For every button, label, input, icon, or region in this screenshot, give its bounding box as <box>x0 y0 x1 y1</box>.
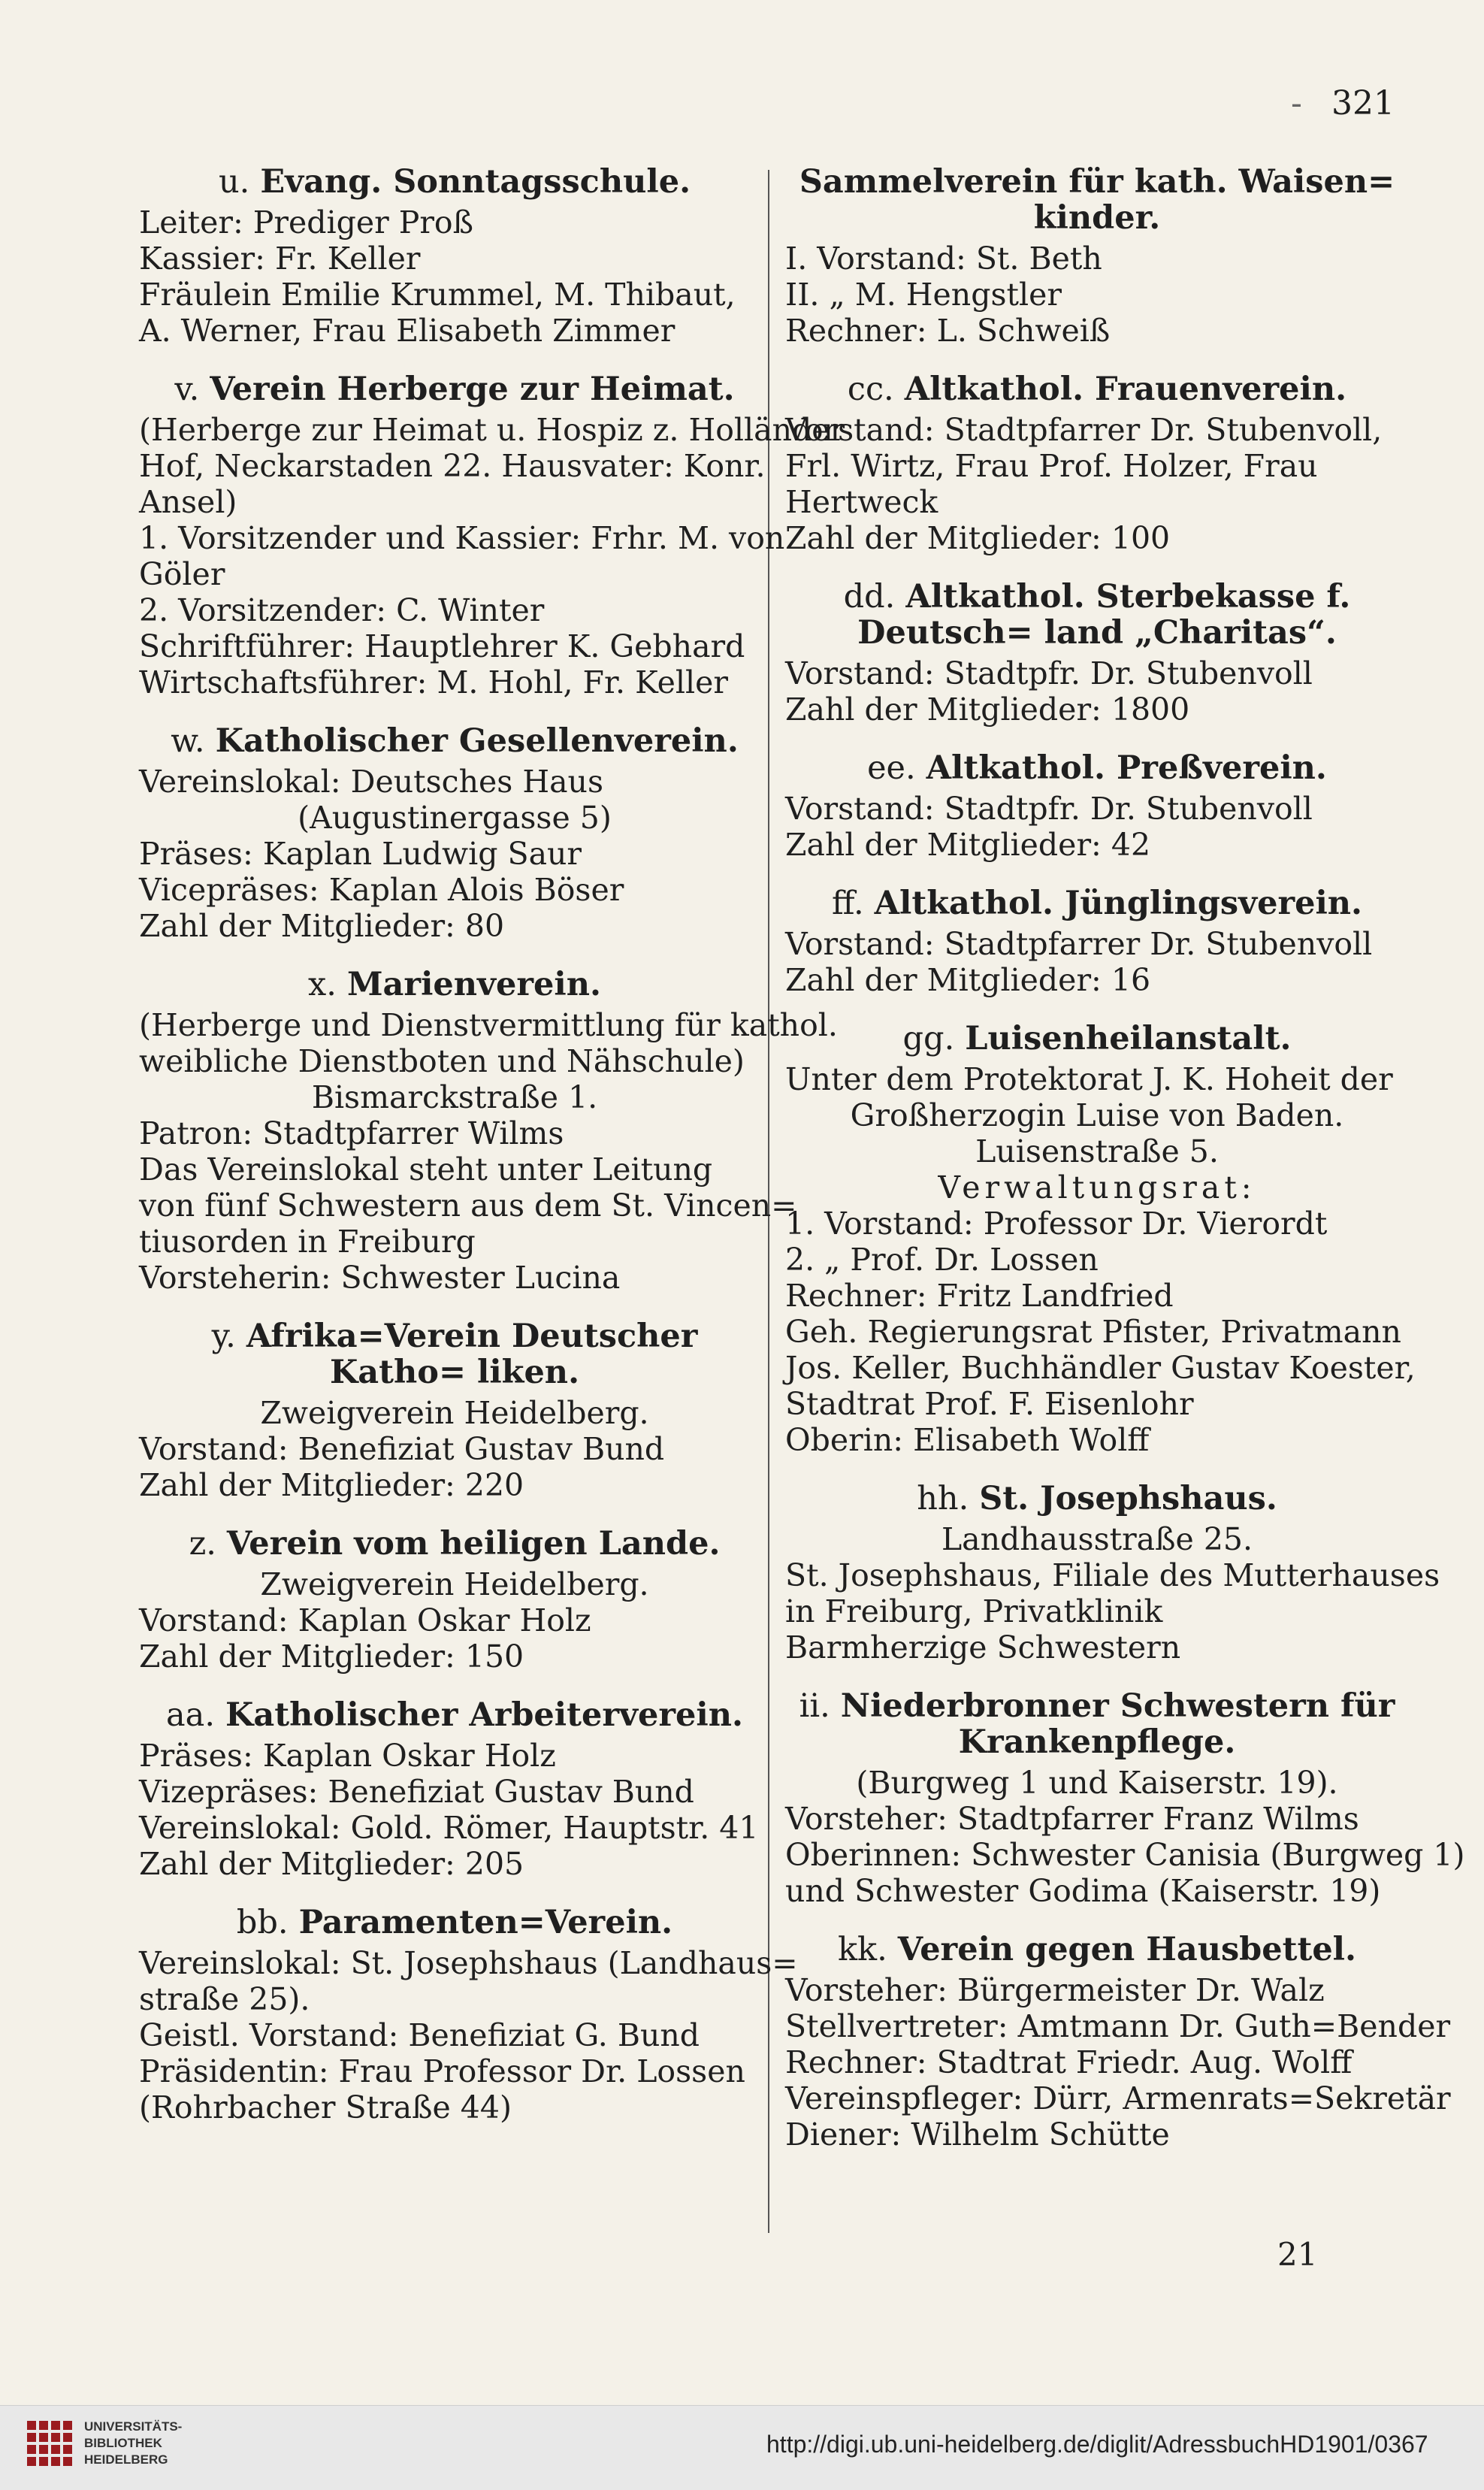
directory-entry <box>785 1931 1451 2153</box>
source-url-link[interactable]: http://digi.ub.uni-heidelberg.de/diglit/AdressbuchHD1901/0367 <box>766 2431 1428 2458</box>
entry-line: Unter dem Protektorat J. K. Hoheit der <box>785 1061 1393 1097</box>
entry-line: Barmherzige Schwestern <box>785 1629 1181 1666</box>
entry-line: Vereinslokal: St. Josephshaus (Landhaus= <box>139 1945 798 1981</box>
directory-entry <box>139 966 838 1296</box>
library-name <box>84 2419 182 2468</box>
entry-line: Jos. Keller, Buchhändler Gustav Koester, <box>785 1350 1416 1386</box>
entry-letter: cc. <box>847 371 894 408</box>
entry-line: Vereinslokal: Gold. Römer, Hauptstr. 41 <box>139 1810 759 1846</box>
directory-entry <box>785 1480 1440 1666</box>
entry-line: Zahl der Mitglieder: 150 <box>139 1638 524 1675</box>
entry-heading <box>785 164 1409 236</box>
entry-line: Vorsteher: Bürgermeister Dr. Walz <box>785 1972 1325 2008</box>
directory-entry <box>785 1687 1465 1909</box>
entry-line: Zahl der Mitglieder: 100 <box>785 520 1171 556</box>
entry-line: Großherzogin Luise von Baden. <box>850 1097 1344 1133</box>
entry-line: Zweigverein Heidelberg. <box>260 1395 649 1431</box>
entry-line: Vizepräses: Benefiziat Gustav Bund <box>139 1774 694 1810</box>
entry-line: von fünf Schwestern aus dem St. Vincen= <box>139 1188 797 1224</box>
entry-heading <box>785 1688 1409 1760</box>
directory-entry <box>785 371 1409 556</box>
entry-line: Zweigverein Heidelberg. <box>260 1566 649 1602</box>
entry-line: Vorstand: Benefiziat Gustav Bund <box>139 1431 665 1467</box>
entry-line: Vorstand: Stadtpfarrer Dr. Stubenvoll, <box>785 412 1383 448</box>
entry-line: St. Josephshaus, Filiale des Mutterhauses <box>785 1557 1440 1593</box>
entry-line: I. Vorstand: St. Beth <box>785 241 1102 277</box>
entry-heading <box>139 1905 770 1941</box>
entry-line: Zahl der Mitglieder: 1800 <box>785 691 1190 728</box>
directory-entry <box>139 1318 770 1503</box>
entry-title: Verein Herberge zur Heimat. <box>210 371 735 408</box>
entry-line: Rechner: Fritz Landfried <box>785 1278 1174 1314</box>
entry-line: Vereinspfleger: Dürr, Armenrats=Sekretär <box>785 2080 1451 2116</box>
right-column <box>785 163 1465 2175</box>
entry-line: straße 25). <box>139 1981 310 2017</box>
entry-line: Geistl. Vorstand: Benefiziat G. Bund <box>139 2017 700 2053</box>
entry-line: Stellvertreter: Amtmann Dr. Guth=Bender <box>785 2008 1451 2044</box>
entry-line: Vorsteher: Stadtpfarrer Franz Wilms <box>785 1801 1359 1837</box>
entry-line: Luisenstraße 5. <box>975 1133 1219 1169</box>
entry-line: Präsidentin: Frau Professor Dr. Lossen <box>139 2053 745 2089</box>
entry-letter: y. <box>211 1318 236 1355</box>
entry-line: Rechner: L. Schweiß <box>785 313 1111 349</box>
entry-heading <box>139 723 770 759</box>
entry-line: Landhausstraße 25. <box>941 1521 1253 1557</box>
entry-line: (Herberge und Dienstvermittlung für kathol. <box>139 1007 838 1043</box>
entry-title: Luisenheilanstalt. <box>965 1020 1292 1057</box>
entry-line: Hof, Neckarstaden 22. Hausvater: Konr. <box>139 448 766 484</box>
entry-heading <box>139 1318 770 1390</box>
library-name-line: HEIDELBERG <box>84 2452 168 2467</box>
entry-line: Zahl der Mitglieder: 220 <box>139 1467 524 1503</box>
entry-line: Zahl der Mitglieder: 205 <box>139 1846 524 1882</box>
entry-letter: w. <box>171 722 205 760</box>
entry-heading <box>139 1526 770 1562</box>
footer-page-number: 21 <box>1277 2236 1318 2273</box>
entry-line: Stadtrat Prof. F. Eisenlohr <box>785 1386 1194 1422</box>
entry-line: Vorstand: Stadtpfarrer Dr. Stubenvoll <box>785 926 1373 962</box>
directory-entry <box>785 885 1409 998</box>
entry-letter: ee. <box>867 749 916 787</box>
entry-heading <box>785 1932 1409 1968</box>
entry-line: Bismarckstraße 1. <box>311 1079 598 1115</box>
entry-line: tiusorden in Freiburg <box>139 1224 476 1260</box>
entry-line: Vorstand: Stadtpfr. Dr. Stubenvoll <box>785 655 1313 691</box>
entry-line: Oberin: Elisabeth Wolff <box>785 1422 1150 1458</box>
entry-heading <box>785 371 1409 407</box>
entry-line: Zahl der Mitglieder: 16 <box>785 962 1151 998</box>
directory-entry <box>139 164 770 349</box>
entry-heading <box>139 164 770 200</box>
entry-heading <box>785 1481 1409 1517</box>
entry-letter: kk. <box>838 1931 887 1968</box>
page-dash: - <box>1291 84 1302 123</box>
directory-entry <box>139 1697 770 1882</box>
entry-heading <box>785 1021 1409 1057</box>
entry-letter: dd. <box>843 578 896 616</box>
entry-line: Wirtschaftsführer: M. Hohl, Fr. Keller <box>139 664 729 700</box>
entry-line: Vorstand: Stadtpfr. Dr. Stubenvoll <box>785 791 1313 827</box>
entry-line: und Schwester Godima (Kaiserstr. 19) <box>785 1873 1381 1909</box>
entry-line: Kassier: Fr. Keller <box>139 241 421 277</box>
entry-title: Altkathol. Jünglingsverein. <box>874 885 1363 922</box>
entry-letter: ff. <box>831 885 864 922</box>
entry-letter: z. <box>189 1525 216 1563</box>
directory-entry <box>785 750 1409 863</box>
directory-entry <box>139 1526 770 1675</box>
entry-title: Evang. Sonntagsschule. <box>260 163 691 201</box>
entry-line: Präses: Kaplan Ludwig Saur <box>139 836 582 872</box>
library-name-line: BIBLIOTHEK <box>84 2436 162 2450</box>
entry-letter: gg. <box>902 1020 955 1057</box>
directory-entry <box>785 1020 1416 1458</box>
entry-line: Vicepräses: Kaplan Alois Böser <box>139 872 624 908</box>
entry-heading <box>139 1697 770 1733</box>
entry-line: Hertweck <box>785 484 938 520</box>
entry-line: Diener: Wilhelm Schütte <box>785 2116 1170 2153</box>
entry-line: Ansel) <box>139 484 237 520</box>
university-seal-icon <box>23 2416 77 2470</box>
entry-line: Präses: Kaplan Oskar Holz <box>139 1738 556 1774</box>
entry-line: Fräulein Emilie Krummel, M. Thibaut, <box>139 277 736 313</box>
entry-line: Vorsteherin: Schwester Lucina <box>139 1260 621 1296</box>
entry-title: Afrika=Verein Deutscher Katho= liken. <box>246 1318 698 1391</box>
entry-heading <box>785 750 1409 786</box>
entry-line: Leiter: Prediger Proß <box>139 204 473 241</box>
entry-line: Göler <box>139 556 225 592</box>
entry-title: Altkathol. Frauenverein. <box>904 371 1347 408</box>
directory-entry <box>785 164 1409 349</box>
entry-title: Katholischer Gesellenverein. <box>215 722 739 760</box>
entry-title: Marienverein. <box>346 966 601 1003</box>
entry-line: (Augustinergasse 5) <box>298 800 612 836</box>
entry-line: in Freiburg, Privatklinik <box>785 1593 1163 1629</box>
entry-line: 1. Vorsitzender und Kassier: Frhr. M. von <box>139 520 785 556</box>
entry-title: Niederbronner Schwestern für Krankenpflege. <box>840 1687 1395 1761</box>
entry-line: Vorstand: Kaplan Oskar Holz <box>139 1602 591 1638</box>
entry-title: St. Josephshaus. <box>979 1480 1277 1517</box>
entry-line: Geh. Regierungsrat Pfister, Privatmann <box>785 1314 1401 1350</box>
entry-line: Frl. Wirtz, Frau Prof. Holzer, Frau <box>785 448 1318 484</box>
entry-title: Verein vom heiligen Lande. <box>226 1525 721 1563</box>
entry-line: (Rohrbacher Straße 44) <box>139 2089 512 2125</box>
entry-line: 1. Vorstand: Professor Dr. Vierordt <box>785 1206 1328 1242</box>
entry-line: 2. „ Prof. Dr. Lossen <box>785 1242 1099 1278</box>
entry-heading <box>785 579 1409 651</box>
entry-letter: hh. <box>917 1480 969 1517</box>
entry-line: weibliche Dienstboten und Nähschule) <box>139 1043 745 1079</box>
entry-letter: ii. <box>799 1687 830 1725</box>
entry-line: 2. Vorsitzender: C. Winter <box>139 592 545 628</box>
entry-letter: x. <box>308 966 337 1003</box>
entry-line: Patron: Stadtpfarrer Wilms <box>139 1115 564 1151</box>
entry-letter: aa. <box>166 1696 215 1734</box>
entry-line: Oberinnen: Schwester Canisia (Burgweg 1) <box>785 1837 1465 1873</box>
entry-title: Sammelverein für kath. Waisen= kinder. <box>799 163 1395 237</box>
directory-entry <box>139 371 845 700</box>
directory-entry <box>785 579 1409 728</box>
entry-title: Katholischer Arbeiterverein. <box>225 1696 743 1734</box>
directory-entry <box>139 1904 798 2125</box>
entry-line: (Herberge zur Heimat u. Hospiz z. Holländer <box>139 412 845 448</box>
entry-line: Das Vereinslokal steht unter Leitung <box>139 1151 713 1188</box>
entry-title: Altkathol. Sterbekasse f. Deutsch= land „Charitas“. <box>857 578 1351 652</box>
entry-line: Rechner: Stadtrat Friedr. Aug. Wolff <box>785 2044 1353 2080</box>
entry-heading <box>139 967 770 1003</box>
entry-line: A. Werner, Frau Elisabeth Zimmer <box>139 313 676 349</box>
library-name-line: UNIVERSITÄTS- <box>84 2419 183 2434</box>
entry-line: Zahl der Mitglieder: 42 <box>785 827 1151 863</box>
entry-title: Paramenten=Verein. <box>298 1904 673 1941</box>
entry-title: Verein gegen Hausbettel. <box>897 1931 1356 1968</box>
entry-letter: u. <box>218 163 250 201</box>
directory-entry <box>139 723 770 944</box>
entry-heading <box>785 885 1409 921</box>
entry-line: Zahl der Mitglieder: 80 <box>139 908 505 944</box>
entry-line: Vereinslokal: Deutsches Haus <box>139 764 603 800</box>
entry-letter: bb. <box>236 1904 289 1941</box>
page-number: 321 <box>1331 84 1395 123</box>
entry-line: (Burgweg 1 und Kaiserstr. 19). <box>856 1765 1338 1801</box>
entry-line: II. „ M. Hengstler <box>785 277 1062 313</box>
entry-line: Verwaltungsrat: <box>938 1169 1256 1206</box>
entry-heading <box>139 371 770 407</box>
entry-line: Schriftführer: Hauptlehrer K. Gebhard <box>139 628 745 664</box>
entry-letter: v. <box>174 371 200 408</box>
entry-title: Altkathol. Preßverein. <box>926 749 1327 787</box>
